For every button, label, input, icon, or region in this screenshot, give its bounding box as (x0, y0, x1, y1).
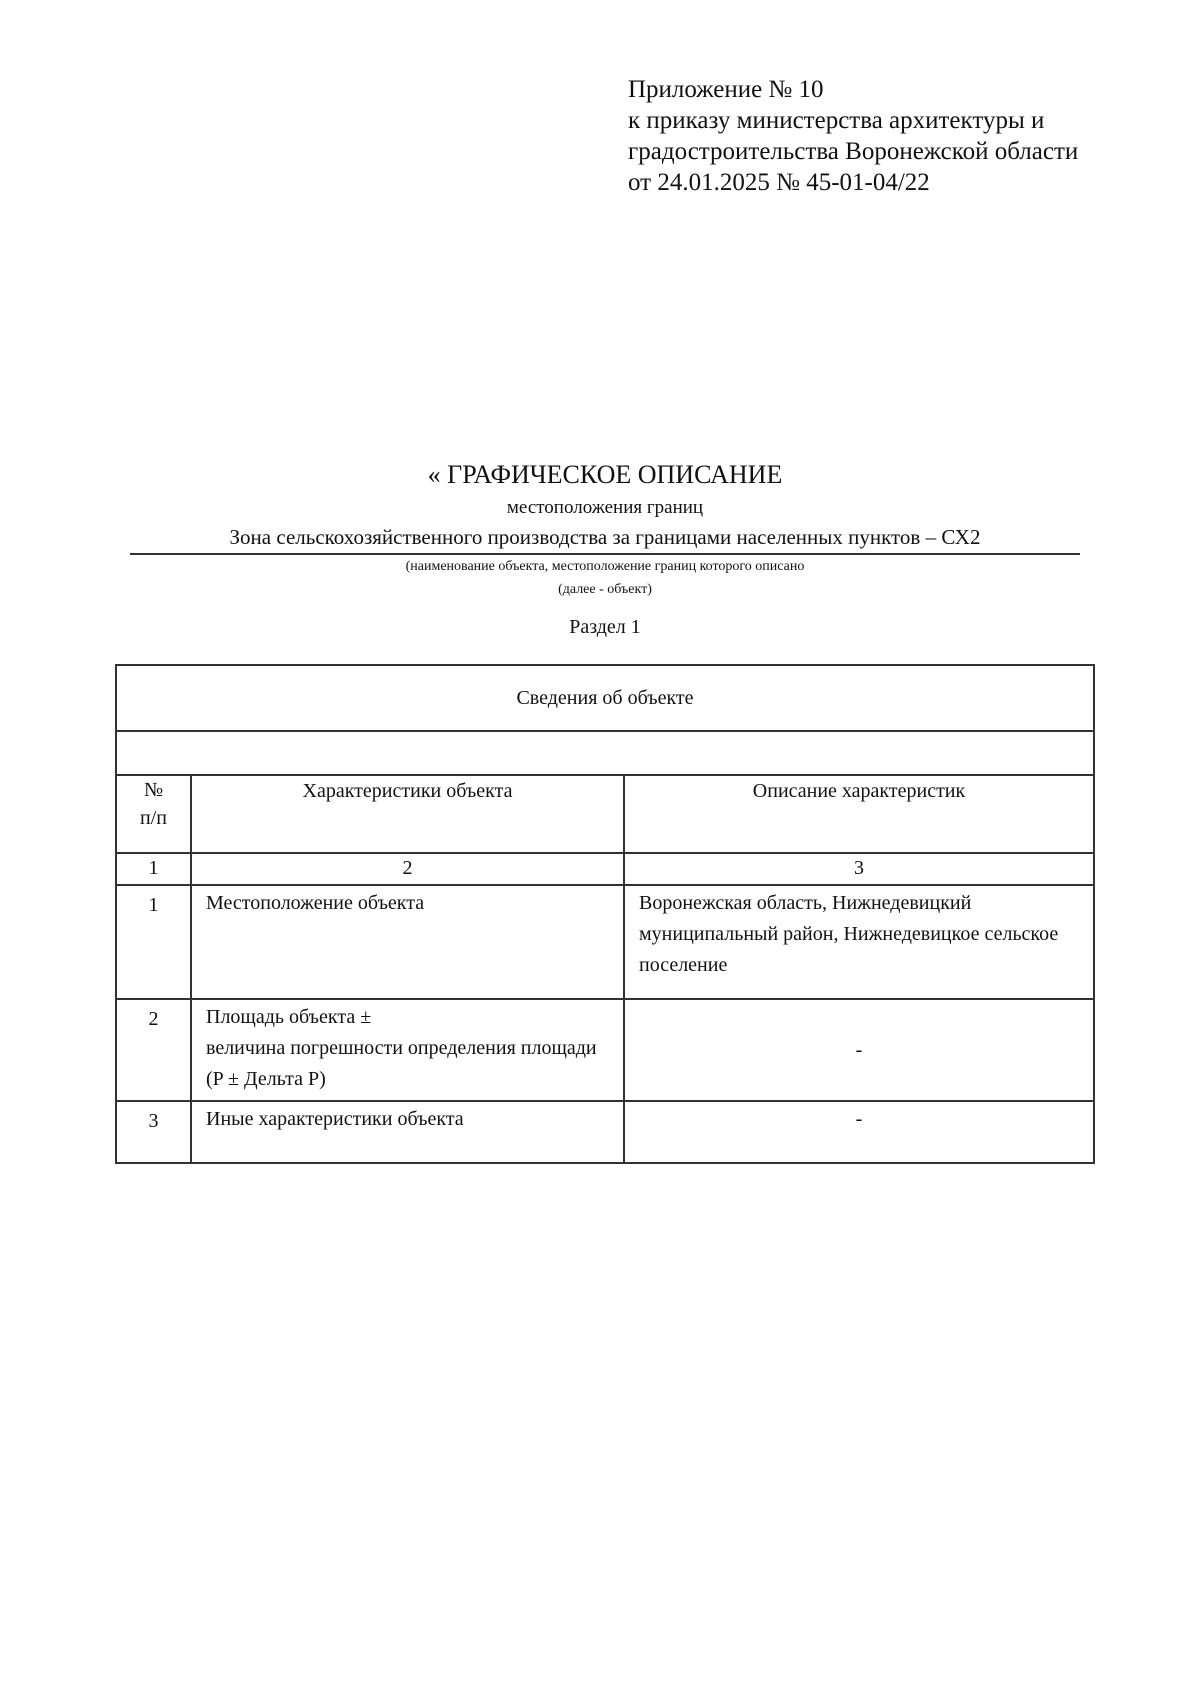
table-index-row (116, 853, 1094, 885)
object-name-caption-2: (далее - объект) (558, 582, 652, 597)
table-header-row (116, 775, 1094, 853)
blank-cell (116, 731, 1094, 775)
section-label: Раздел 1 (569, 616, 641, 638)
row-description: Воронежская область, Нижнедевицкий муниципальный район, Нижнедевицкое сельское поселение (624, 885, 1094, 999)
column-index-3: 3 (624, 853, 1094, 885)
row-number: 3 (116, 1101, 191, 1163)
column-header-number (116, 775, 191, 853)
object-name: Зона сельскохозяйственного производства за границами населенных пунктов – СХ2 (130, 523, 1080, 555)
row-number: 1 (116, 885, 191, 999)
appendix-line-2: к приказу министерства архитектуры и (628, 107, 1045, 134)
object-info-table (115, 664, 1095, 1164)
column-header-number-line-2: п/п (140, 807, 167, 829)
table-row (116, 999, 1094, 1101)
appendix-line-4: от 24.01.2025 № 45-01-04/22 (628, 169, 930, 196)
table-blank-row (116, 731, 1094, 775)
object-name-caption-1: (наименование объекта, местоположение границ которого описано (405, 559, 805, 574)
table-row (116, 1101, 1094, 1163)
appendix-line-3: градостроительства Воронежской области (628, 138, 1079, 165)
appendix-reference (628, 74, 1078, 198)
row-description: - (624, 1101, 1094, 1163)
table-title: Сведения об объекте (116, 665, 1094, 731)
row-number: 2 (116, 999, 191, 1101)
appendix-line-1: Приложение № 10 (628, 76, 824, 103)
row-characteristic (191, 999, 624, 1101)
row-description: - (624, 999, 1094, 1101)
row-characteristic: Местоположение объекта (191, 885, 624, 999)
column-header-characteristics: Характеристики объекта (191, 775, 624, 853)
column-header-description: Описание характеристик (624, 775, 1094, 853)
document-title: « ГРАФИЧЕСКОЕ ОПИСАНИЕ (427, 460, 783, 489)
document-heading (130, 458, 1080, 641)
column-index-2: 2 (191, 853, 624, 885)
column-index-1: 1 (116, 853, 191, 885)
row-characteristic-line-2: величина погрешности определения площади (P ± Дельта P) (206, 1037, 597, 1090)
document-subtitle: местоположения границ (506, 497, 704, 518)
table-row (116, 885, 1094, 999)
row-characteristic: Иные характеристики объекта (191, 1101, 624, 1163)
column-header-number-line-1: № (143, 779, 164, 801)
row-characteristic-line-1: Площадь объекта ± (206, 1006, 372, 1028)
